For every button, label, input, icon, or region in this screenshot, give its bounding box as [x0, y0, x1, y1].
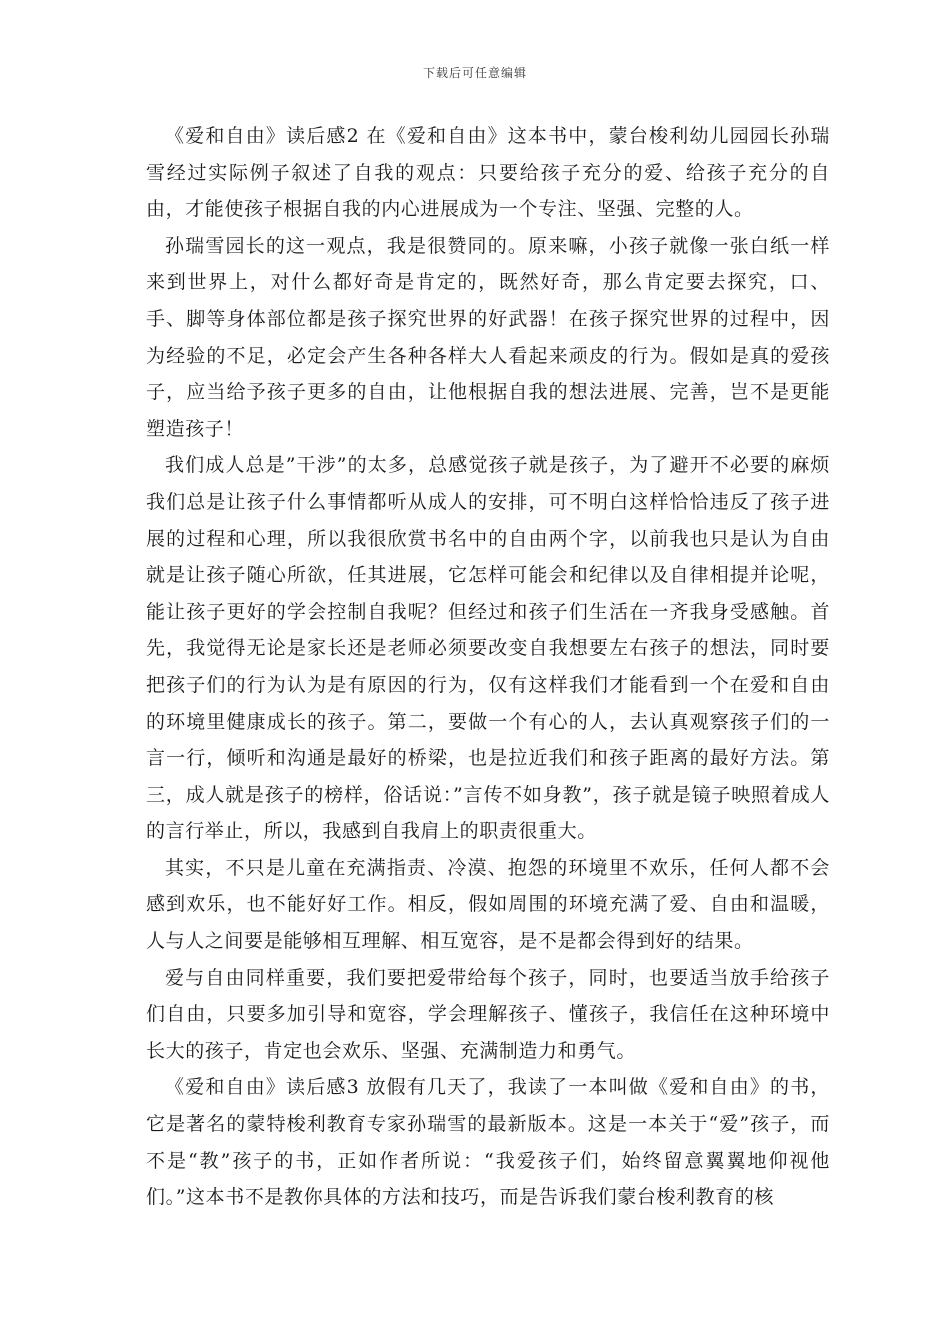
paragraph: 我们成人总是”干涉”的太多，总感觉孩子就是孩子，为了避开不必要的麻烦我们总是让孩子什么事情都听从成人的安排，可不明白这样恰恰违反了孩子进展的过程和心理，所以我很欣赏书名中的自由两个字，以前我也只是认为自由就是让孩子随心所欲，任其进展，它怎样可能会和纪律以及自律相提并论呢，能让孩子更好的学会控制自我呢？但经过和孩子们生活在一齐我身受感触。首先，我觉得无论是家长还是老师必须要改变自我想要左右孩子的想法，同时要把孩子们的行为认为是有原因的行为，仅有这样我们才能看到一个在爱和自由的环境里健康成长的孩子。第二，要做一个有心的人，去认真观察孩子们的一言一行，倾听和沟通是最好的桥梁，也是拉近我们和孩子距离的最好方法。第三，成人就是孩子的榜样，俗话说：”言传不如身教”，孩子就是镜子映照着成人的言行举止，所以，我感到自我肩上的职责很重大。 — [146, 454, 830, 843]
page-header: 下载后可任意编辑 — [422, 66, 527, 80]
paragraph: 爱与自由同样重要，我们要把爱带给每个孩子，同时，也要适当放手给孩子们自由，只要多加引导和宽容，学会理解孩子、懂孩子，我信任在这种环境中长大的孩子，肯定也会欢乐、坚强、充满制造力和勇气。 — [146, 966, 830, 1062]
paragraph: 《爱和自由》读后感2 在《爱和自由》这本书中，蒙台梭利幼儿园园长孙瑞雪经过实际例子叙述了自我的观点：只要给孩子充分的爱、给孩子充分的自由，才能使孩子根据自我的内心进展成为一个专注、坚强、完整的人。 — [146, 125, 830, 221]
paragraph: 孙瑞雪园长的这一观点，我是很赞同的。原来嘛，小孩子就像一张白纸一样来到世界上，对什么都好奇是肯定的，既然好奇，那么肯定要去探究，口、手、脚等身体部位都是孩子探究世界的好武器！在孩子探究世界的过程中，因为经验的不足，必定会产生各种各样大人看起来顽皮的行为。假如是真的爱孩子，应当给予孩子更多的自由，让他根据自我的想法进展、完善，岂不是更能塑造孩子！ — [146, 234, 830, 440]
paragraph: 其实，不只是儿童在充满指责、冷漠、抱怨的环境里不欢乐，任何人都不会感到欢乐，也不能好好工作。相反，假如周围的环境充满了爱、自由和温暖，人与人之间要是能够相互理解、相互宽容，是不是都会得到好的结果。 — [146, 856, 830, 953]
paragraph: 《爱和自由》读后感3 放假有几天了，我读了一本叫做《爱和自由》的书，它是著名的蒙特梭利教育专家孙瑞雪的最新版本。这是一本关于“爱”孩子，而不是“教”孩子的书，正如作者所说：“我爱孩子们，始终留意翼翼地仰视他们。”这本书不是教你具体的方法和技巧，而是告诉我们蒙台梭利教育的核 — [146, 1076, 830, 1209]
document-body — [146, 118, 830, 1216]
